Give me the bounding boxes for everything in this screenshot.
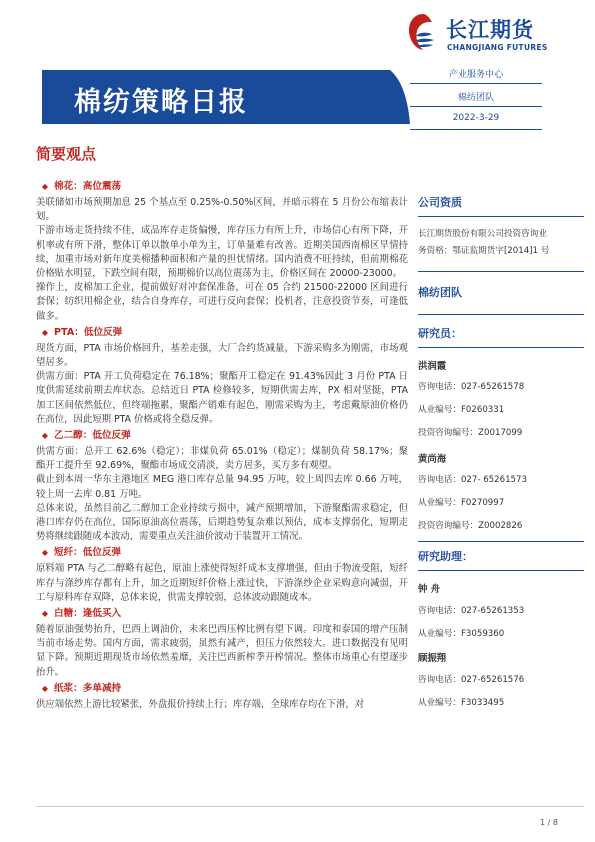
sidebar-divider (418, 216, 584, 217)
qualification-heading: 公司资质 (418, 196, 462, 209)
meta-divider (410, 129, 542, 130)
researchers-heading: 研究员： (418, 327, 462, 340)
assistant-name: 顾振翔 (418, 653, 447, 664)
report-title: 棉纺策略日报 (74, 87, 248, 118)
researcher-name: 洪润霞 (418, 361, 447, 372)
sidebar-divider (418, 541, 584, 542)
paragraph: 现货方面，PTA 市场价格回升，基差走强，大厂合约货减量，下游采购多为刚需，市场观望居多。 (36, 342, 408, 369)
assistant-phone: 咨询电话：027-65261576 (418, 675, 525, 685)
paragraph: 供需方面：PTA 开工负荷稳定在 76.18%；聚酯开工稳定在 91.43%因此 3 月份 PTA 日度供需延续前期去库状态。总结近日 PTA 检修较多，短期供需去库，PX 相对坚挺，PTA 加工区间依然低位，但终端拖累，聚酯产销难有起色，刚需采购为主，考虑戴原油价格仍在高位，因此短期 PTA 价格或将全稳反弹。 (36, 371, 408, 425)
assistant-phone: 咨询电话：027-65261353 (418, 606, 525, 616)
paragraph: 总体来说，虽然目前乙二醇加工企业持续亏损中，减产预期增加，下游聚酯需求稳定，但港口库存仍在高位，国际原油高位震荡，后期趋势复杂难以预估，成本支撑弱化，短期走势将继续跟随成本波动，需要重点关注油价波动于装置开工情况。 (36, 502, 408, 543)
qualification-line: 务资格：鄂证监期货字[2014]1 号 (418, 246, 550, 256)
changjiang-logo-icon (406, 12, 440, 52)
paragraph: 操作上，皮棉加工企业，提前做好对冲套保准备，可在 05 合约 21500-22000 区间进行套保；纺织用棉企业，结合自身库存，可进行反向套保；投机者，注意投资节奏，可逢低做多。 (36, 282, 408, 322)
section-heading: ◆ 短纤：低位反弹 (36, 544, 408, 562)
sidebar-divider (418, 570, 584, 571)
diamond-bullet-icon: ◆ (41, 430, 49, 440)
sidebar (418, 194, 584, 714)
team-label: 棉纺团队 (457, 93, 494, 103)
researcher-license: 从业编号：F0260331 (418, 405, 505, 415)
assistant-license: 从业编号：F3059360 (418, 629, 505, 639)
paragraph: 随着原油强势抬升，巴西上调油价，未来巴西压榨比例有望下调。印度和泰国的增产压制当前市场走势。国内方面，需求疲弱，虽然有减产，但压力依然较大。进口数据没有见明显下降。预期近期现货市场依然羞靡，关注巴西新榨季开榨情况。整体市场重心有望逐步抬升。 (36, 624, 408, 678)
paragraph: 原料端 PTA 与乙二醇略有起色，原油上涨使得短纤成本支撑增强，但由于物流受阻，短纤库存与涤纱库存都有上升，加之近期短纤价格上涨过快，下游涤纱企业采购意向减弱，开工与原料库存双降，总体来说，供需支撑较弱，总体波动跟随成本。 (36, 563, 408, 603)
meta-divider (410, 83, 542, 84)
banner-curve-decoration (386, 70, 410, 124)
footer-divider (36, 806, 584, 807)
qualification-line: 长江期货股份有限公司投资咨询业 (418, 229, 547, 239)
researcher-advisory-id: 投资咨询编号：Z0017099 (418, 428, 523, 438)
paragraph: 供应端依然上游比较紧张，外盘报价持续上行；库存端，全球库存均在下滑，对 (36, 698, 365, 710)
section-heading: ◆ 白糖：逢低买入 (36, 605, 408, 623)
paragraph: 截止到本周一华东主港地区 MEG 港口库存总量 94.95 万吨，较上周四去库 0.66 万吨，较上周一去库 0.81 万吨。 (36, 474, 408, 500)
report-date: 2022-3-29 (452, 113, 500, 123)
researcher-advisory-id: 投资咨询编号：Z0002826 (418, 521, 523, 531)
logo-chinese-name: 长江期货 (446, 18, 534, 42)
diamond-bullet-icon: ◆ (41, 683, 49, 693)
researcher-phone: 咨询电话：027- 65261573 (418, 475, 527, 485)
researcher-name: 黄尚海 (418, 454, 447, 465)
page-number: 1 / 8 (540, 818, 558, 827)
sidebar-divider (418, 271, 584, 272)
diamond-bullet-icon: ◆ (41, 608, 49, 618)
meta-divider (410, 106, 542, 107)
section-heading: ◆ 纸浆：多单减持 (36, 680, 408, 698)
section-heading: ◆ 棉花：高位震荡 (36, 178, 408, 196)
team-heading: 棉纺团队 (418, 286, 462, 299)
sidebar-divider (418, 314, 584, 315)
paragraph: 下游市场走货持续不佳，成品库存走货偏慢，库存压力有所上升，市场信心有所下降，开机率或有所下滑，整体订单以散单小单为主，订单量难有改善。近期美国西南棉区旱情持续，加重市场对新年度美棉播种面积和产量的担忧情绪。国内消费不旺持续，但前期棉花价格贴水明显，下跌空间有限，预期棉价以高位震荡为主，价格区间在 20000-23000。 (36, 225, 408, 280)
sidebar-divider (418, 347, 584, 348)
assistant-license: 从业编号：F3033495 (418, 698, 505, 708)
section-title: 简要观点 (36, 145, 97, 163)
diamond-bullet-icon: ◆ (41, 181, 49, 191)
company-logo (406, 12, 586, 56)
diamond-bullet-icon: ◆ (41, 327, 49, 337)
title-banner (42, 70, 386, 124)
diamond-bullet-icon: ◆ (41, 548, 49, 558)
paragraph: 供需方面：总开工 62.6%（稳定）；非煤负荷 65.01%（稳定）；煤制负荷 58.17%；聚酯开工提升至 92.69%，聚酯市场成交清淡，卖方居多，买方多有观望。 (36, 446, 408, 472)
section-heading: ◆ 乙二醇：低位反弹 (36, 427, 408, 445)
researcher-phone: 咨询电话：027-65261578 (418, 382, 525, 392)
logo-english-name: CHANGJIANG FUTURES (447, 43, 548, 52)
assistants-heading: 研究助理： (418, 550, 473, 563)
department-label: 产业服务中心 (448, 70, 503, 80)
main-content (36, 178, 408, 712)
paragraph: 美联储如市场预期加息 25 个基点至 0.25%-0.50%区间，并暗示将在 5 月份公布缩表计划。 (36, 197, 408, 223)
section-heading: ◆ PTA：低位反弹 (36, 324, 408, 342)
assistant-name: 钟 舟 (418, 584, 441, 595)
researcher-license: 从业编号：F0270997 (418, 498, 505, 508)
